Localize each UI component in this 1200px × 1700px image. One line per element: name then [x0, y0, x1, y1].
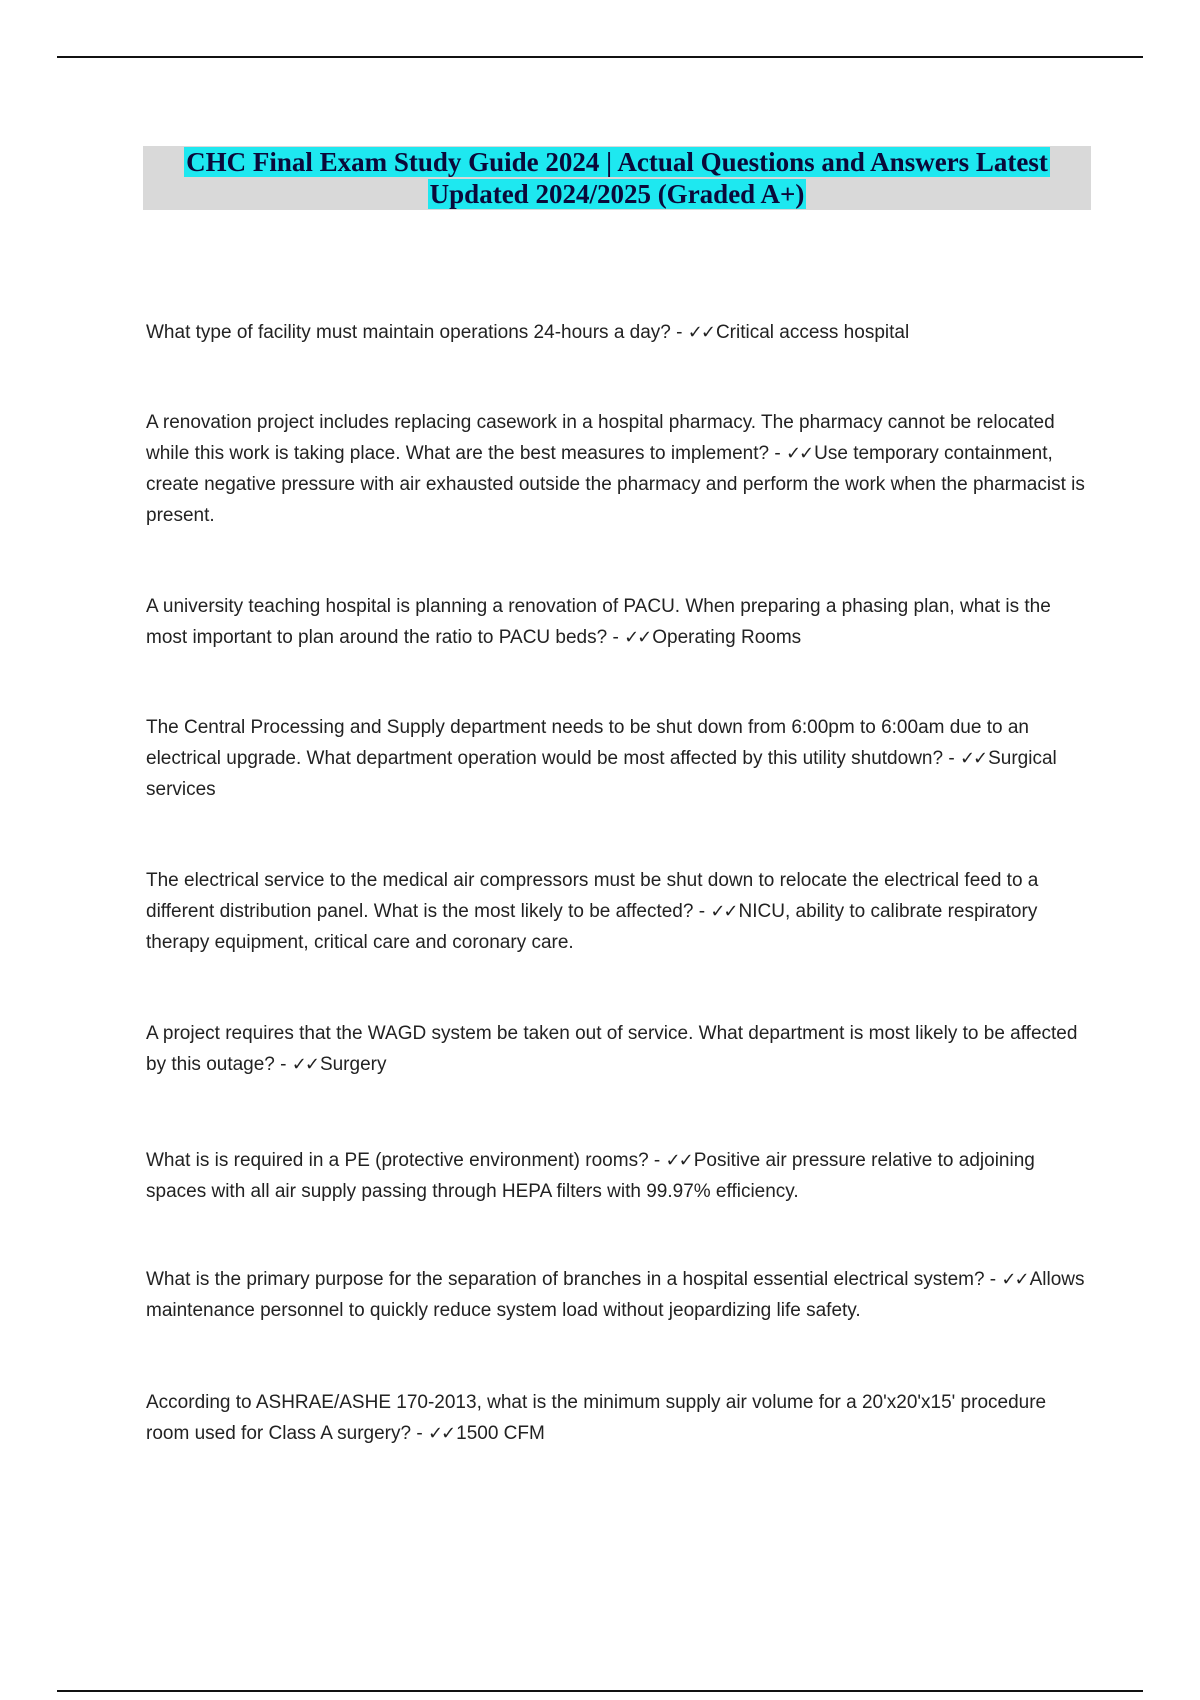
answer-text: Critical access hospital — [715, 322, 910, 343]
question-text: A renovation project includes replacing casework in a hospital pharmacy. The pharmacy cannot be relocated while this work is taking place. What are the best measures to implement? — [146, 412, 1055, 464]
question-text: The Central Processing and Supply department needs to be shut down from 6:00pm to 6:00am due to an electrical upgrade. What department operation would be most affected by this utility shutdown? — [146, 717, 1029, 769]
answer-text: Use temporary containment, create negative pressure with air exhausted outside the pharmacy and perform the work when the pharmacist is present. — [146, 443, 1085, 526]
question-text: A project requires that the WAGD system be taken out of service. What department is most likely to be affected by this outage? — [146, 1023, 1078, 1075]
question-text: What type of facility must maintain operations 24-hours a day? — [146, 322, 671, 343]
qa-item — [146, 1145, 1092, 1207]
double-check-icon: ✓✓ — [959, 748, 987, 769]
answer-text: Surgery — [319, 1054, 387, 1075]
double-check-icon: ✓✓ — [687, 322, 714, 343]
double-check-icon: ✓✓ — [665, 1150, 692, 1171]
question-text: What is is required in a PE (protective environment) rooms? — [146, 1150, 649, 1171]
qa-item — [146, 1018, 1092, 1080]
qa-item — [146, 407, 1092, 531]
answer-text: Operating Rooms — [652, 627, 802, 648]
question-text: A university teaching hospital is planning a renovation of PACU. When preparing a phasing plan, what is the most important to plan around the ratio to PACU beds? — [146, 596, 1051, 648]
header-rule — [57, 56, 1143, 58]
qa-item — [146, 317, 1092, 348]
answer-text: Surgical services — [146, 748, 1057, 800]
page-title — [143, 146, 1091, 210]
qa-item — [146, 712, 1092, 805]
answer-text: 1500 CFM — [456, 1423, 545, 1444]
double-check-icon: ✓✓ — [1001, 1269, 1028, 1290]
question-text: The electrical service to the medical air compressors must be shut down to relocate the electrical feed to a different distribution panel. What is the most likely to be affected? — [146, 870, 1039, 922]
qa-item — [146, 1264, 1092, 1326]
footer-rule — [57, 1690, 1143, 1692]
double-check-icon: ✓✓ — [624, 627, 651, 648]
question-text: What is the primary purpose for the separation of branches in a hospital essential electrical system? — [146, 1269, 985, 1290]
question-text: According to ASHRAE/ASHE 170-2013, what is the minimum supply air volume for a 20'x20'x15' procedure room used for Class A surgery? — [146, 1392, 1047, 1444]
answer-text: Allows maintenance personnel to quickly reduce system load without jeopardizing life safety. — [146, 1269, 1085, 1321]
answer-text: NICU, ability to calibrate respiratory therapy equipment, critical care and coronary care. — [146, 901, 1038, 953]
double-check-icon: ✓✓ — [291, 1054, 318, 1075]
title-line-2: Updated 2024/2025 (Graded A+) — [429, 179, 805, 209]
answer-text: Positive air pressure relative to adjoining spaces with all air supply passing through HEPA filters with 99.97% efficiency. — [146, 1150, 1035, 1202]
qa-item — [146, 1387, 1092, 1449]
double-check-icon: ✓✓ — [785, 443, 813, 464]
title-line-1: CHC Final Exam Study Guide 2024 | Actual Questions and Answers Latest — [186, 147, 1048, 177]
qa-item — [146, 865, 1092, 958]
double-check-icon: ✓✓ — [427, 1423, 455, 1444]
double-check-icon: ✓✓ — [710, 901, 737, 922]
qa-item — [146, 591, 1092, 653]
